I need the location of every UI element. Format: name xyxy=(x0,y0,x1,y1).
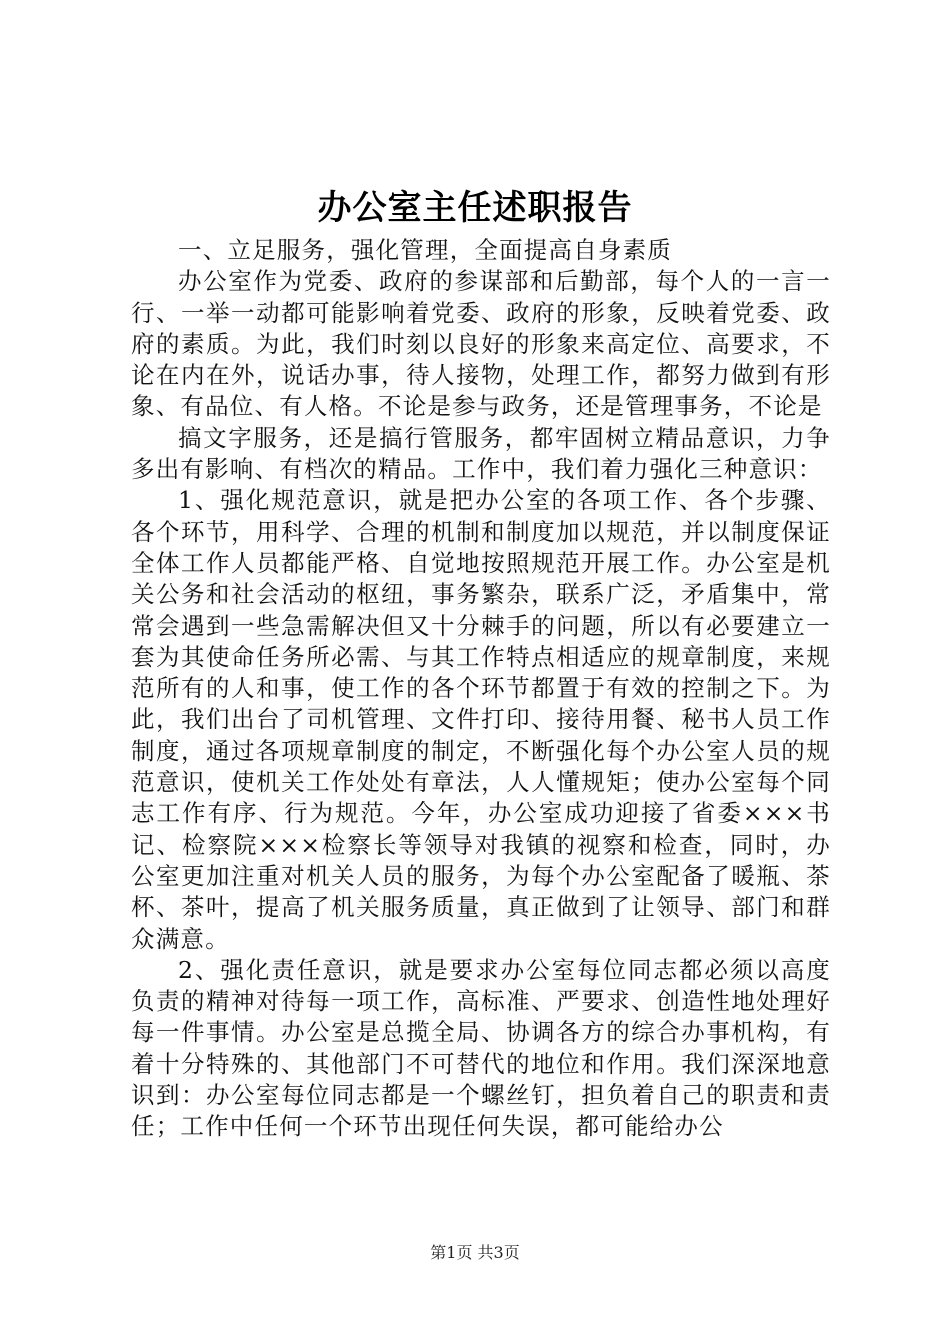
section-heading: 一、立足服务，强化管理，全面提高自身素质 xyxy=(178,236,672,264)
body-paragraph: 办公室作为党委、政府的参谋部和后勤部，每个人的一言一行、一举一动都可能影响着党委、政府的形象，反映着党委、政府的素质。为此，我们时刻以良好的形象来高定位、高要求，不论在内在外，说话办事，待人接物，处理工作，都努力做到有形象、有品位、有人格。不论是参与政务，还是管理事务，不论是 xyxy=(131,267,831,421)
document-body xyxy=(131,235,831,1143)
page-number: 第1页 共3页 xyxy=(430,1243,520,1262)
document-title: 办公室主任述职报告 xyxy=(317,188,633,228)
body-paragraph: 搞文字服务，还是搞行管服务，都牢固树立精品意识，力争多出有影响、有档次的精品。工作中，我们着力强化三种意识： xyxy=(131,423,831,484)
body-paragraph: 1、强化规范意识，就是把办公室的各项工作、各个步骤、各个环节，用科学、合理的机制和制度加以规范，并以制度保证全体工作人员都能严格、自觉地按照规范开展工作。办公室是机关公务和社会活动的枢纽，事务繁杂，联系广泛，矛盾集中，常常会遇到一些急需解决但又十分棘手的问题，所以有必要建立一套为其使命任务所必需、与其工作特点相适应的规章制度，来规范所有的人和事，使工作的各个环节都置于有效的控制之下。为此，我们出台了司机管理、文件打印、接待用餐、秘书人员工作制度，通过各项规章制度的制定，不断强化每个办公室人员的规范意识，使机关工作处处有章法，人人懂规矩；使办公室每个同志工作有序、行为规范。今年，办公室成功迎接了省委×××书记、检察院×××检察长等领导对我镇的视察和检查，同时，办公室更加注重对机关人员的服务，为每个办公室配备了暖瓶、茶杯、茶叶，提高了机关服务质量，真正做到了让领导、部门和群众满意。 xyxy=(131,486,831,953)
body-paragraph: 2、强化责任意识，就是要求办公室每位同志都必须以高度负责的精神对待每一项工作，高标准、严要求、创造性地处理好每一件事情。办公室是总揽全局、协调各方的综合办事机构，有着十分特殊的、其他部门不可替代的地位和作用。我们深深地意识到：办公室每位同志都是一个螺丝钉，担负着自己的职责和责任；工作中任何一个环节出现任何失误，都可能给办公 xyxy=(131,955,831,1141)
page-footer xyxy=(0,1243,950,1263)
